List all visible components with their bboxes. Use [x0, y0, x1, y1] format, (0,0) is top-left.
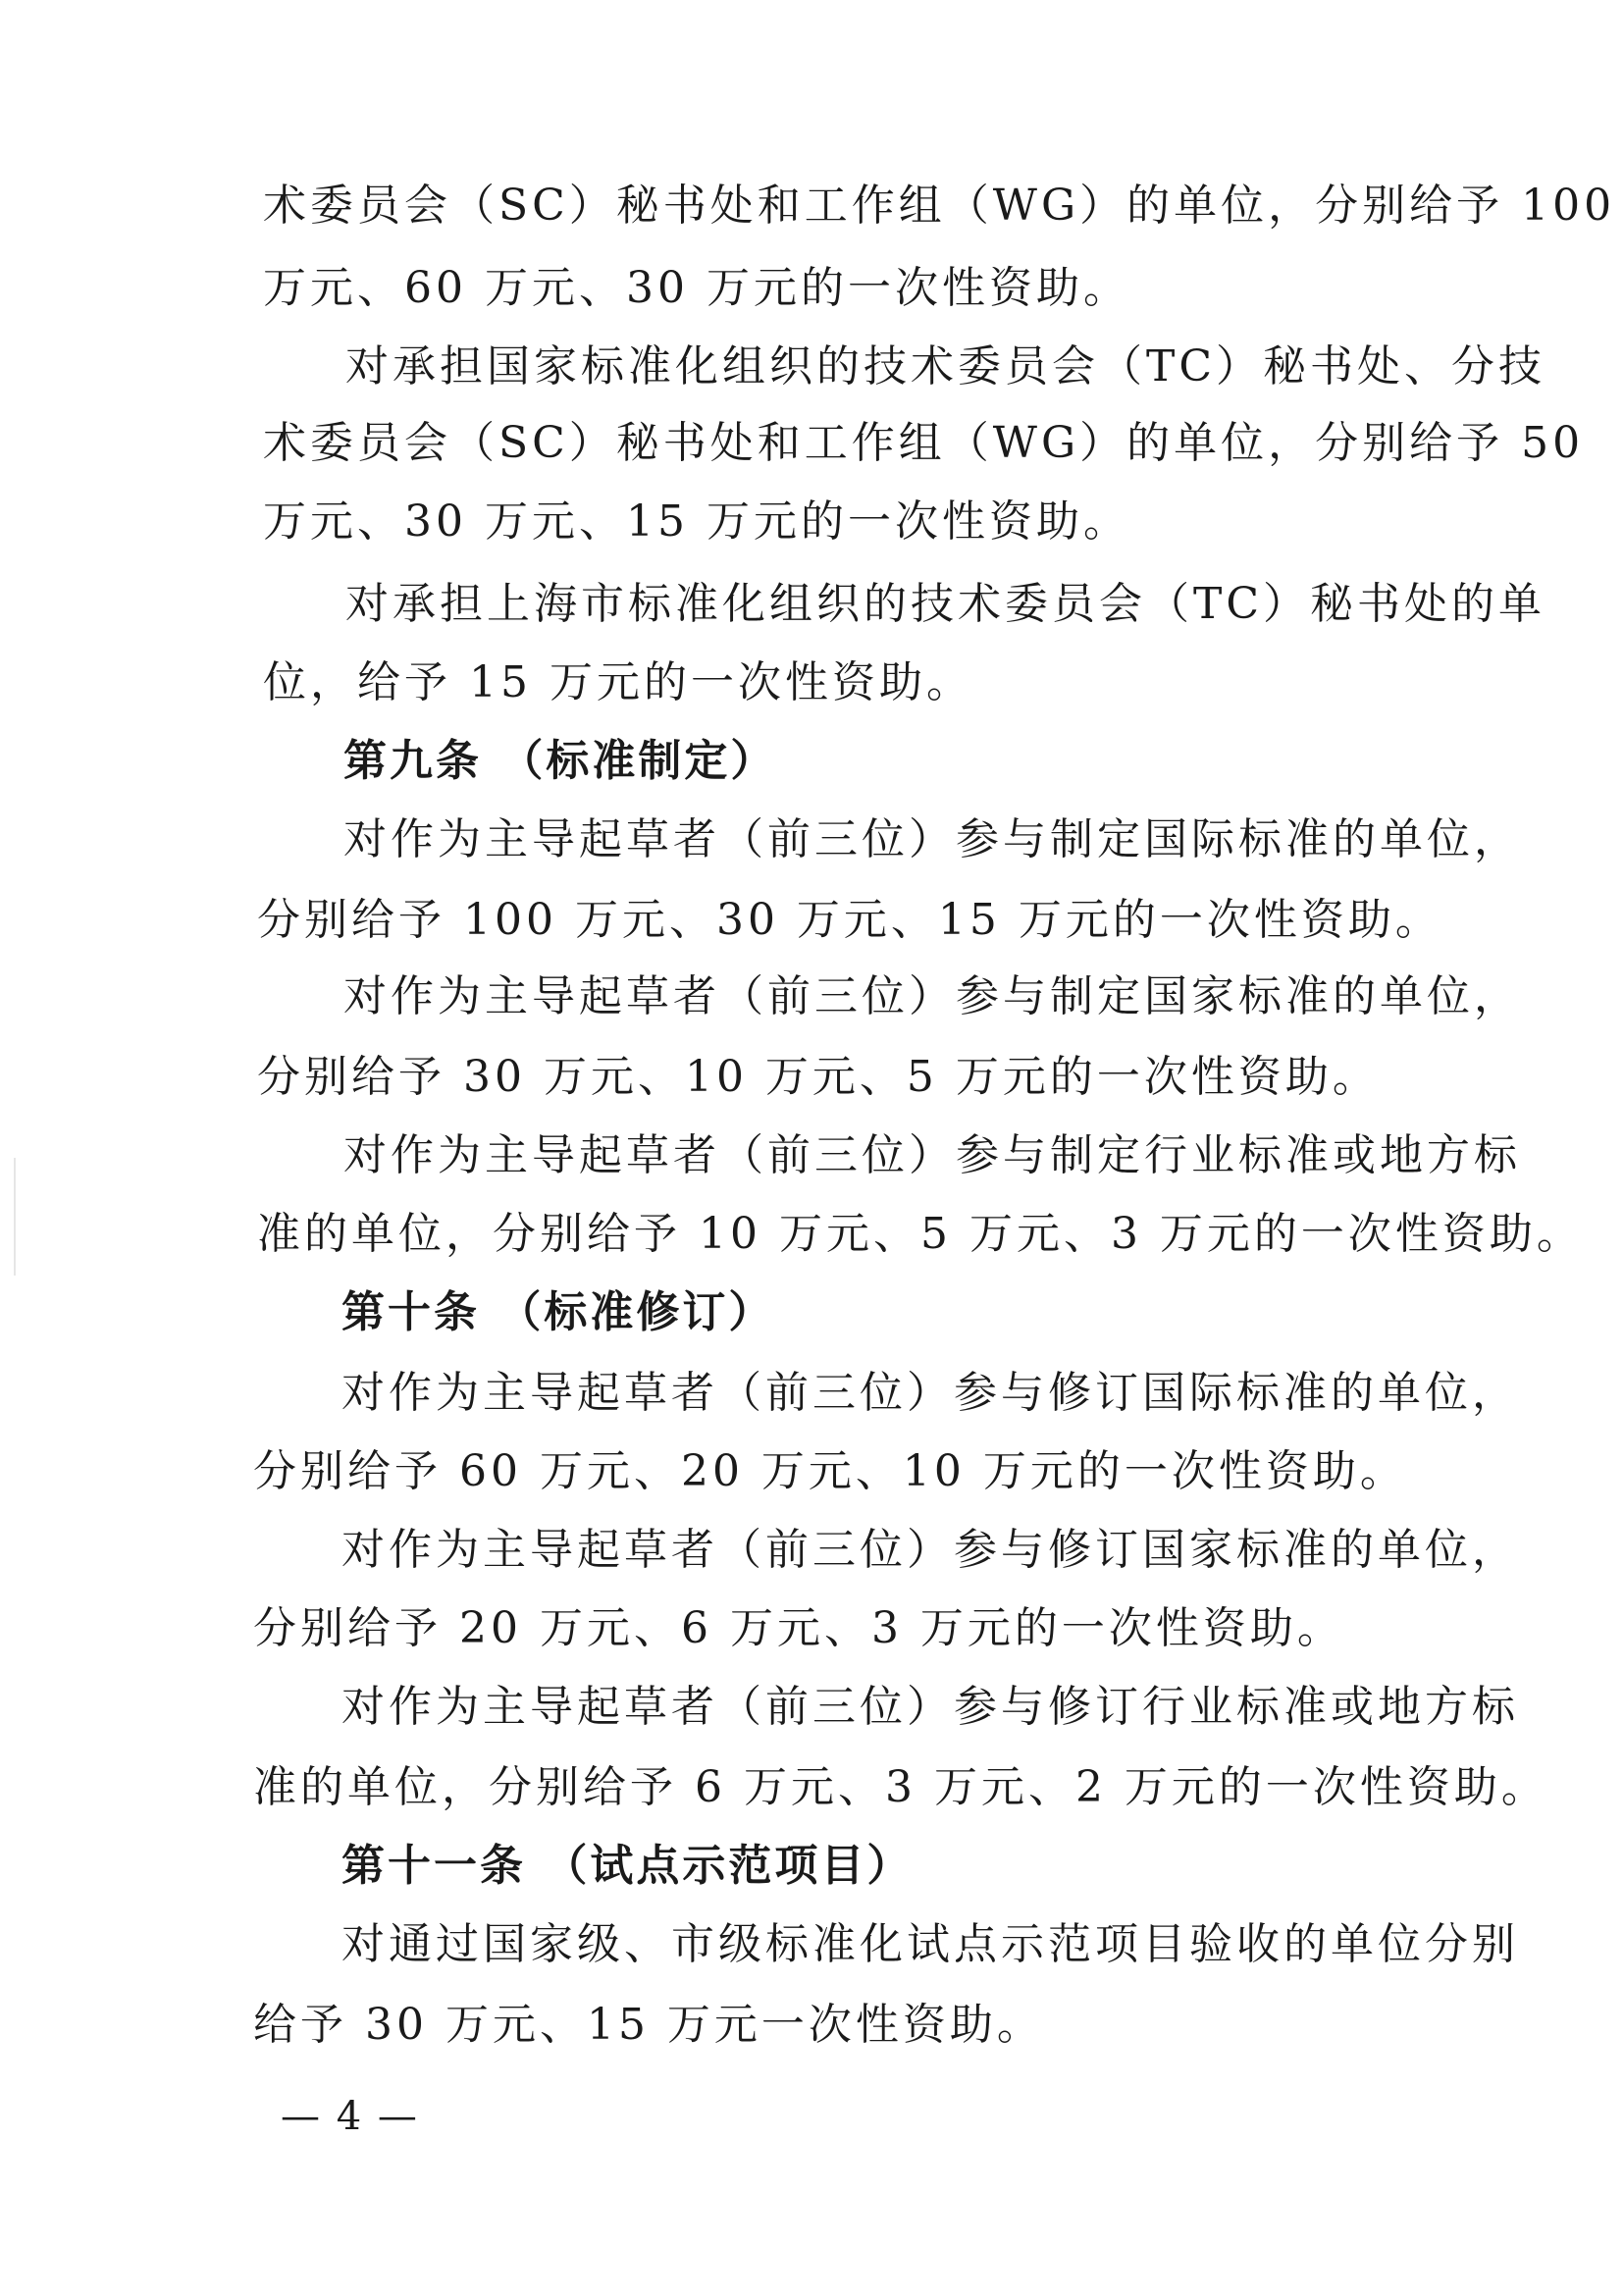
text-line: 分别给予 100 万元、30 万元、15 万元的一次性资助。	[257, 895, 1442, 945]
scan-edge-mark	[14, 1158, 16, 1276]
text-line: 分别给予 30 万元、10 万元、5 万元的一次性资助。	[257, 1052, 1380, 1102]
text-line: 对承担国家标准化组织的技术委员会（TC）秘书处、分技	[345, 341, 1546, 391]
page-number: — 4 —	[281, 2094, 419, 2139]
text-line: 对作为主导起草者（前三位）参与制定国家标准的单位，	[343, 971, 1521, 1021]
text-line: 给予 30 万元、15 万元一次性资助。	[253, 2000, 1044, 2050]
text-line: 术委员会（SC）秘书处和工作组（WG）的单位，分别给予 100	[263, 181, 1616, 231]
text-line: 准的单位，分别给予 6 万元、3 万元、2 万元的一次性资助。	[253, 1762, 1548, 1812]
text-line: 分别给予 60 万元、20 万元、10 万元的一次性资助。	[253, 1446, 1407, 1496]
text-line: 对承担上海市标准化组织的技术委员会（TC）秘书处的单	[345, 579, 1546, 629]
text-line: 对作为主导起草者（前三位）参与修订国际标准的单位，	[341, 1368, 1519, 1418]
text-line: 准的单位，分别给予 10 万元、5 万元、3 万元的一次性资助。	[257, 1209, 1584, 1259]
text-line: 万元、30 万元、15 万元的一次性资助。	[263, 496, 1130, 547]
text-line: 对作为主导起草者（前三位）参与制定国际标准的单位，	[343, 814, 1521, 864]
article-heading: 第九条 （标准制定）	[343, 736, 777, 786]
text-line: 对作为主导起草者（前三位）参与修订国家标准的单位，	[341, 1525, 1519, 1575]
text-line: 万元、60 万元、30 万元的一次性资助。	[263, 263, 1130, 313]
text-line: 术委员会（SC）秘书处和工作组（WG）的单位，分别给予 50	[263, 418, 1585, 468]
article-heading: 第十条 （标准修订）	[341, 1287, 775, 1337]
text-line: 对作为主导起草者（前三位）参与制定行业标准或地方标	[343, 1130, 1521, 1180]
text-line: 分别给予 20 万元、6 万元、3 万元的一次性资助。	[253, 1603, 1344, 1653]
text-line: 位，给予 15 万元的一次性资助。	[263, 657, 973, 707]
text-line: 对作为主导起草者（前三位）参与修订行业标准或地方标	[341, 1682, 1519, 1732]
article-heading: 第十一条 （试点示范项目）	[341, 1841, 914, 1891]
text-line: 对通过国家级、市级标准化试点示范项目验收的单位分别	[341, 1919, 1519, 1969]
